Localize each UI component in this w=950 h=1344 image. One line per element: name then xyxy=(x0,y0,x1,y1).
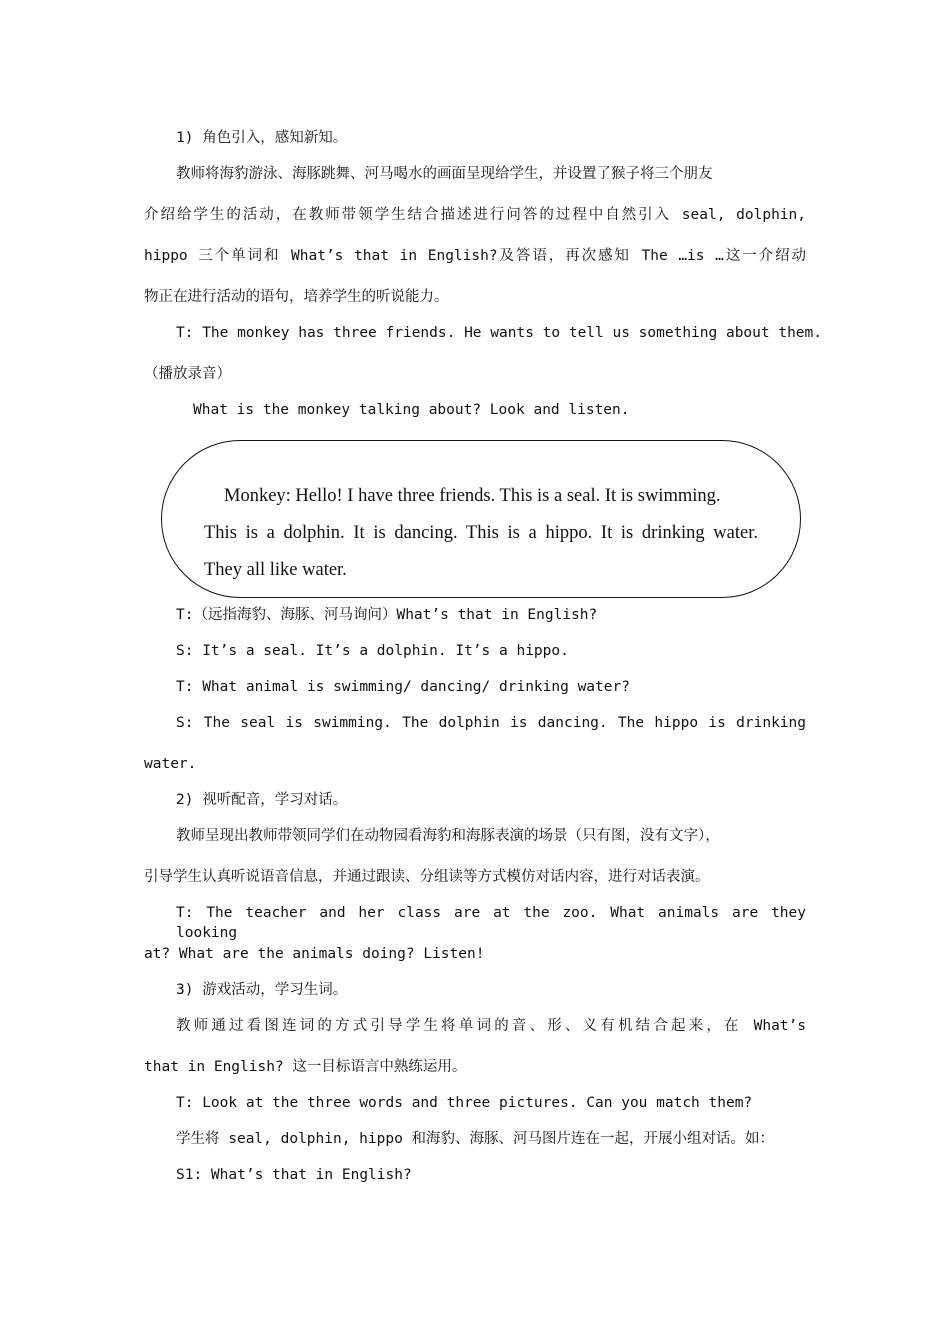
section-3-teacher-line: T: Look at the three words and three pictures. Can you match them? xyxy=(176,1095,753,1111)
section-1-heading: 1) 角色引入，感知新知。 xyxy=(176,130,348,146)
bubble-line-1: Monkey: Hello! I have three friends. This is a seal. It is swimming. xyxy=(224,486,721,506)
section-1-paragraph-line-4: 物正在进行活动的语句，培养学生的听说能力。 xyxy=(144,289,449,305)
teacher-question: T:（远指海豹、海豚、河马询问）What’s that in English? xyxy=(176,607,598,623)
section-1-paragraph-line-2: 介绍给学生的活动，在教师带领学生结合描述进行问答的过程中自然引入 seal, dolphin, xyxy=(144,207,806,223)
section-3-heading: 3) 游戏活动，学习生词。 xyxy=(176,982,348,998)
section-3-paragraph-line-2: that in English? 这一目标语言中熟练运用。 xyxy=(144,1059,467,1075)
section-2-heading: 2) 视听配音，学习对话。 xyxy=(176,792,348,808)
teacher-line-2: What is the monkey talking about? Look and listen. xyxy=(193,402,630,418)
section-2-paragraph-line-2: 引导学生认真听说语音信息，并通过跟读、分组读等方式模仿对话内容，进行对话表演。 xyxy=(144,869,710,885)
bubble-line-3: They all like water. xyxy=(204,560,347,580)
section-3-paragraph-line-1: 教师通过看图连词的方式引导学生将单词的音、形、义有机结合起来，在 What’s xyxy=(176,1018,806,1034)
section-2-teacher-line-continued: at? What are the animals doing? Listen! xyxy=(144,946,485,962)
student-answer-2: S: The seal is swimming. The dolphin is dancing. The hippo is drinking xyxy=(176,715,806,731)
section-3-paragraph-line-3: 学生将 seal, dolphin, hippo 和海豹、海豚、河马图片连在一起，开展小组对话。如： xyxy=(176,1131,775,1147)
student-answer-2-continued: water. xyxy=(144,756,197,772)
stage-direction: （播放录音） xyxy=(144,366,231,382)
student-answer-1: S: It’s a seal. It’s a dolphin. It’s a hippo. xyxy=(176,643,569,659)
section-2-teacher-line: T: The teacher and her class are at the zoo. What animals are they looking xyxy=(176,905,806,941)
teacher-line-1: T: The monkey has three friends. He wants to tell us something about them. xyxy=(176,325,823,341)
section-1-paragraph-line-3: hippo 三个单词和 What’s that in English?及答语，再次感知 The …is …这一介绍动 xyxy=(144,248,806,264)
teacher-question-2: T: What animal is swimming/ dancing/ drinking water? xyxy=(176,679,630,695)
section-2-paragraph-line-1: 教师呈现出教师带领同学们在动物园看海豹和海豚表演的场景（只有图，没有文字）， xyxy=(176,828,720,844)
section-3-student-line: S1: What’s that in English? xyxy=(176,1167,412,1183)
section-1-paragraph-line-1: 教师将海豹游泳、海豚跳舞、河马喝水的画面呈现给学生，并设置了猴子将三个朋友 xyxy=(176,166,713,182)
bubble-line-2: This is a dolphin. It is dancing. This is a hippo. It is drinking water. xyxy=(204,523,758,543)
